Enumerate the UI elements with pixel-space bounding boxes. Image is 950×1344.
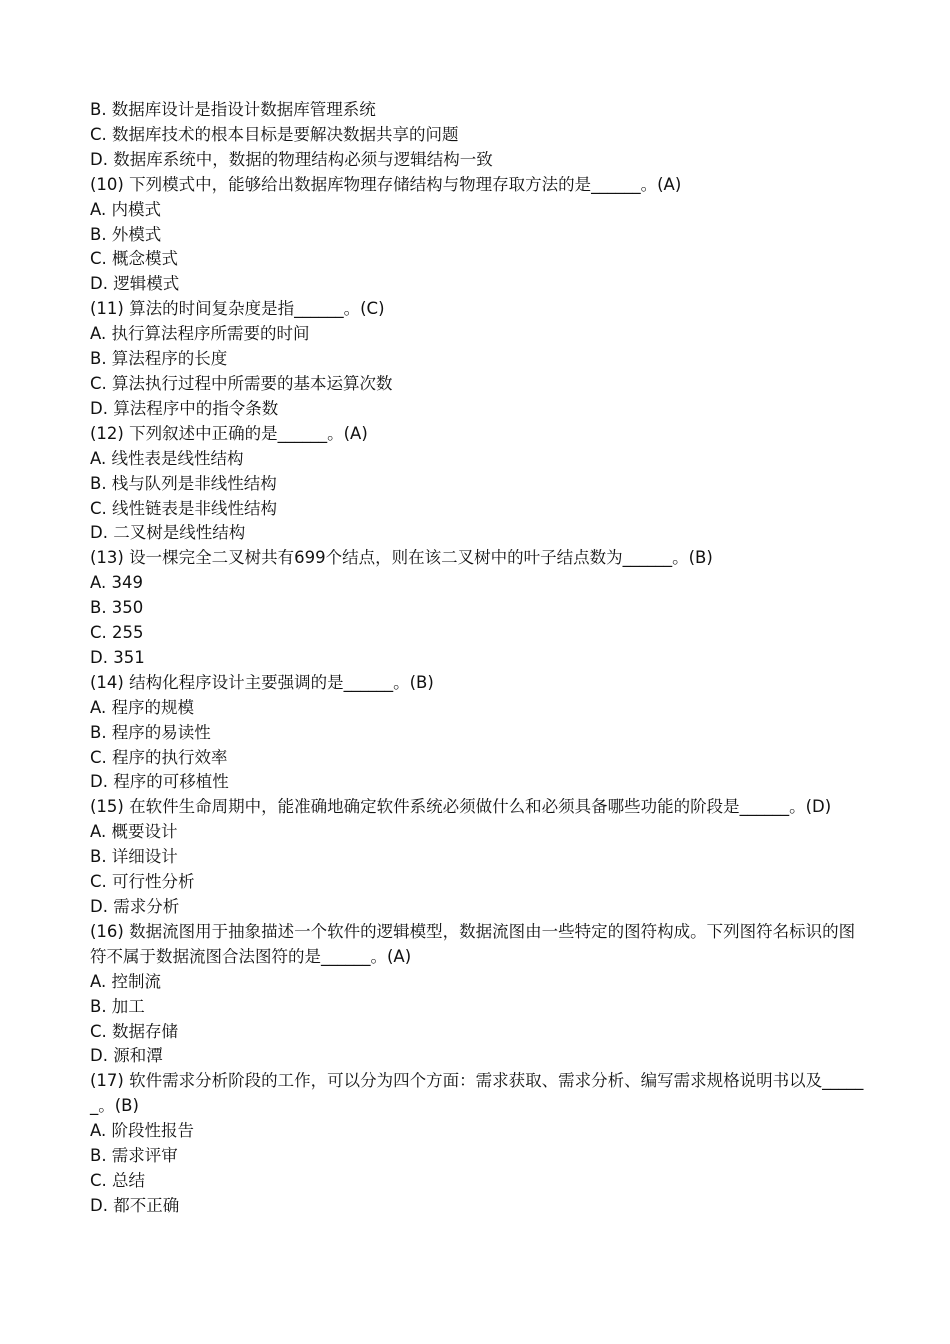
option-a: A. 阶段性报告 — [90, 1121, 194, 1141]
option-d: D. 数据库系统中，数据的物理结构必须与逻辑结构一致 — [90, 149, 493, 169]
option-b: B. 算法程序的长度 — [90, 349, 228, 369]
question-13: (13) 设一棵完全二叉树共有699个结点，则在该二叉树中的叶子结点数为______。(B) — [90, 548, 713, 568]
option-a: A. 程序的规模 — [90, 697, 194, 717]
option-d: D. 逻辑模式 — [90, 274, 180, 294]
option-c: C. 算法执行过程中所需要的基本运算次数 — [90, 373, 393, 393]
option-b: B. 详细设计 — [90, 847, 178, 867]
question-16: (16) 数据流图用于抽象描述一个软件的逻辑模型，数据流图由一些特定的图符构成。下列图符名标识的图符不属于数据流图合法图符的是______。(A) — [90, 921, 856, 966]
option-c: C. 程序的执行效率 — [90, 747, 228, 767]
option-c: C. 总结 — [90, 1170, 146, 1190]
option-d: D. 需求分析 — [90, 897, 180, 916]
option-c: C. 数据库技术的根本目标是要解决数据共享的问题 — [90, 124, 459, 144]
option-b: B. 需求评审 — [90, 1146, 178, 1166]
question-17: (17) 软件需求分析阶段的工作，可以分为四个方面：需求获取、需求分析、编写需求规格说明书以及______。(B) — [90, 1071, 864, 1116]
option-a: A. 概要设计 — [90, 822, 178, 842]
option-d: D. 都不正确 — [90, 1195, 180, 1215]
option-b: B. 加工 — [90, 996, 145, 1016]
option-c: C. 可行性分析 — [90, 872, 195, 892]
option-b: B. 外模式 — [90, 224, 162, 244]
question-12: (12) 下列叙述中正确的是______。(A) — [90, 423, 368, 443]
option-c: C. 线性链表是非线性结构 — [90, 498, 278, 518]
option-b: B. 350 — [90, 598, 144, 618]
option-b: B. 程序的易读性 — [90, 722, 211, 742]
option-a: A. 线性表是线性结构 — [90, 448, 244, 468]
option-c: C. 255 — [90, 623, 144, 643]
option-d: D. 源和潭 — [90, 1046, 163, 1066]
option-c: C. 概念模式 — [90, 249, 179, 269]
option-d: D. 程序的可移植性 — [90, 772, 229, 792]
question-11: (11) 算法的时间复杂度是指______。(C) — [90, 299, 385, 319]
option-a: A. 执行算法程序所需要的时间 — [90, 324, 310, 344]
option-a: A. 内模式 — [90, 199, 161, 219]
option-d: D. 351 — [90, 647, 145, 667]
option-d: D. 算法程序中的指令条数 — [90, 398, 279, 418]
option-d: D. 二叉树是线性结构 — [90, 523, 246, 543]
option-a: A. 349 — [90, 573, 143, 593]
option-b: B. 数据库设计是指设计数据库管理系统 — [90, 100, 376, 119]
option-b: B. 栈与队列是非线性结构 — [90, 473, 277, 493]
question-10: (10) 下列模式中，能够给出数据库物理存储结构与物理存取方法的是______。(A) — [90, 174, 682, 194]
option-a: A. 控制流 — [90, 971, 161, 991]
question-14: (14) 结构化程序设计主要强调的是______。(B) — [90, 672, 434, 692]
document-page — [90, 98, 866, 1219]
option-c: C. 数据存储 — [90, 1021, 179, 1041]
question-15: (15) 在软件生命周期中，能准确地确定软件系统必须做什么和必须具备哪些功能的阶段是______。(D) — [90, 797, 832, 817]
